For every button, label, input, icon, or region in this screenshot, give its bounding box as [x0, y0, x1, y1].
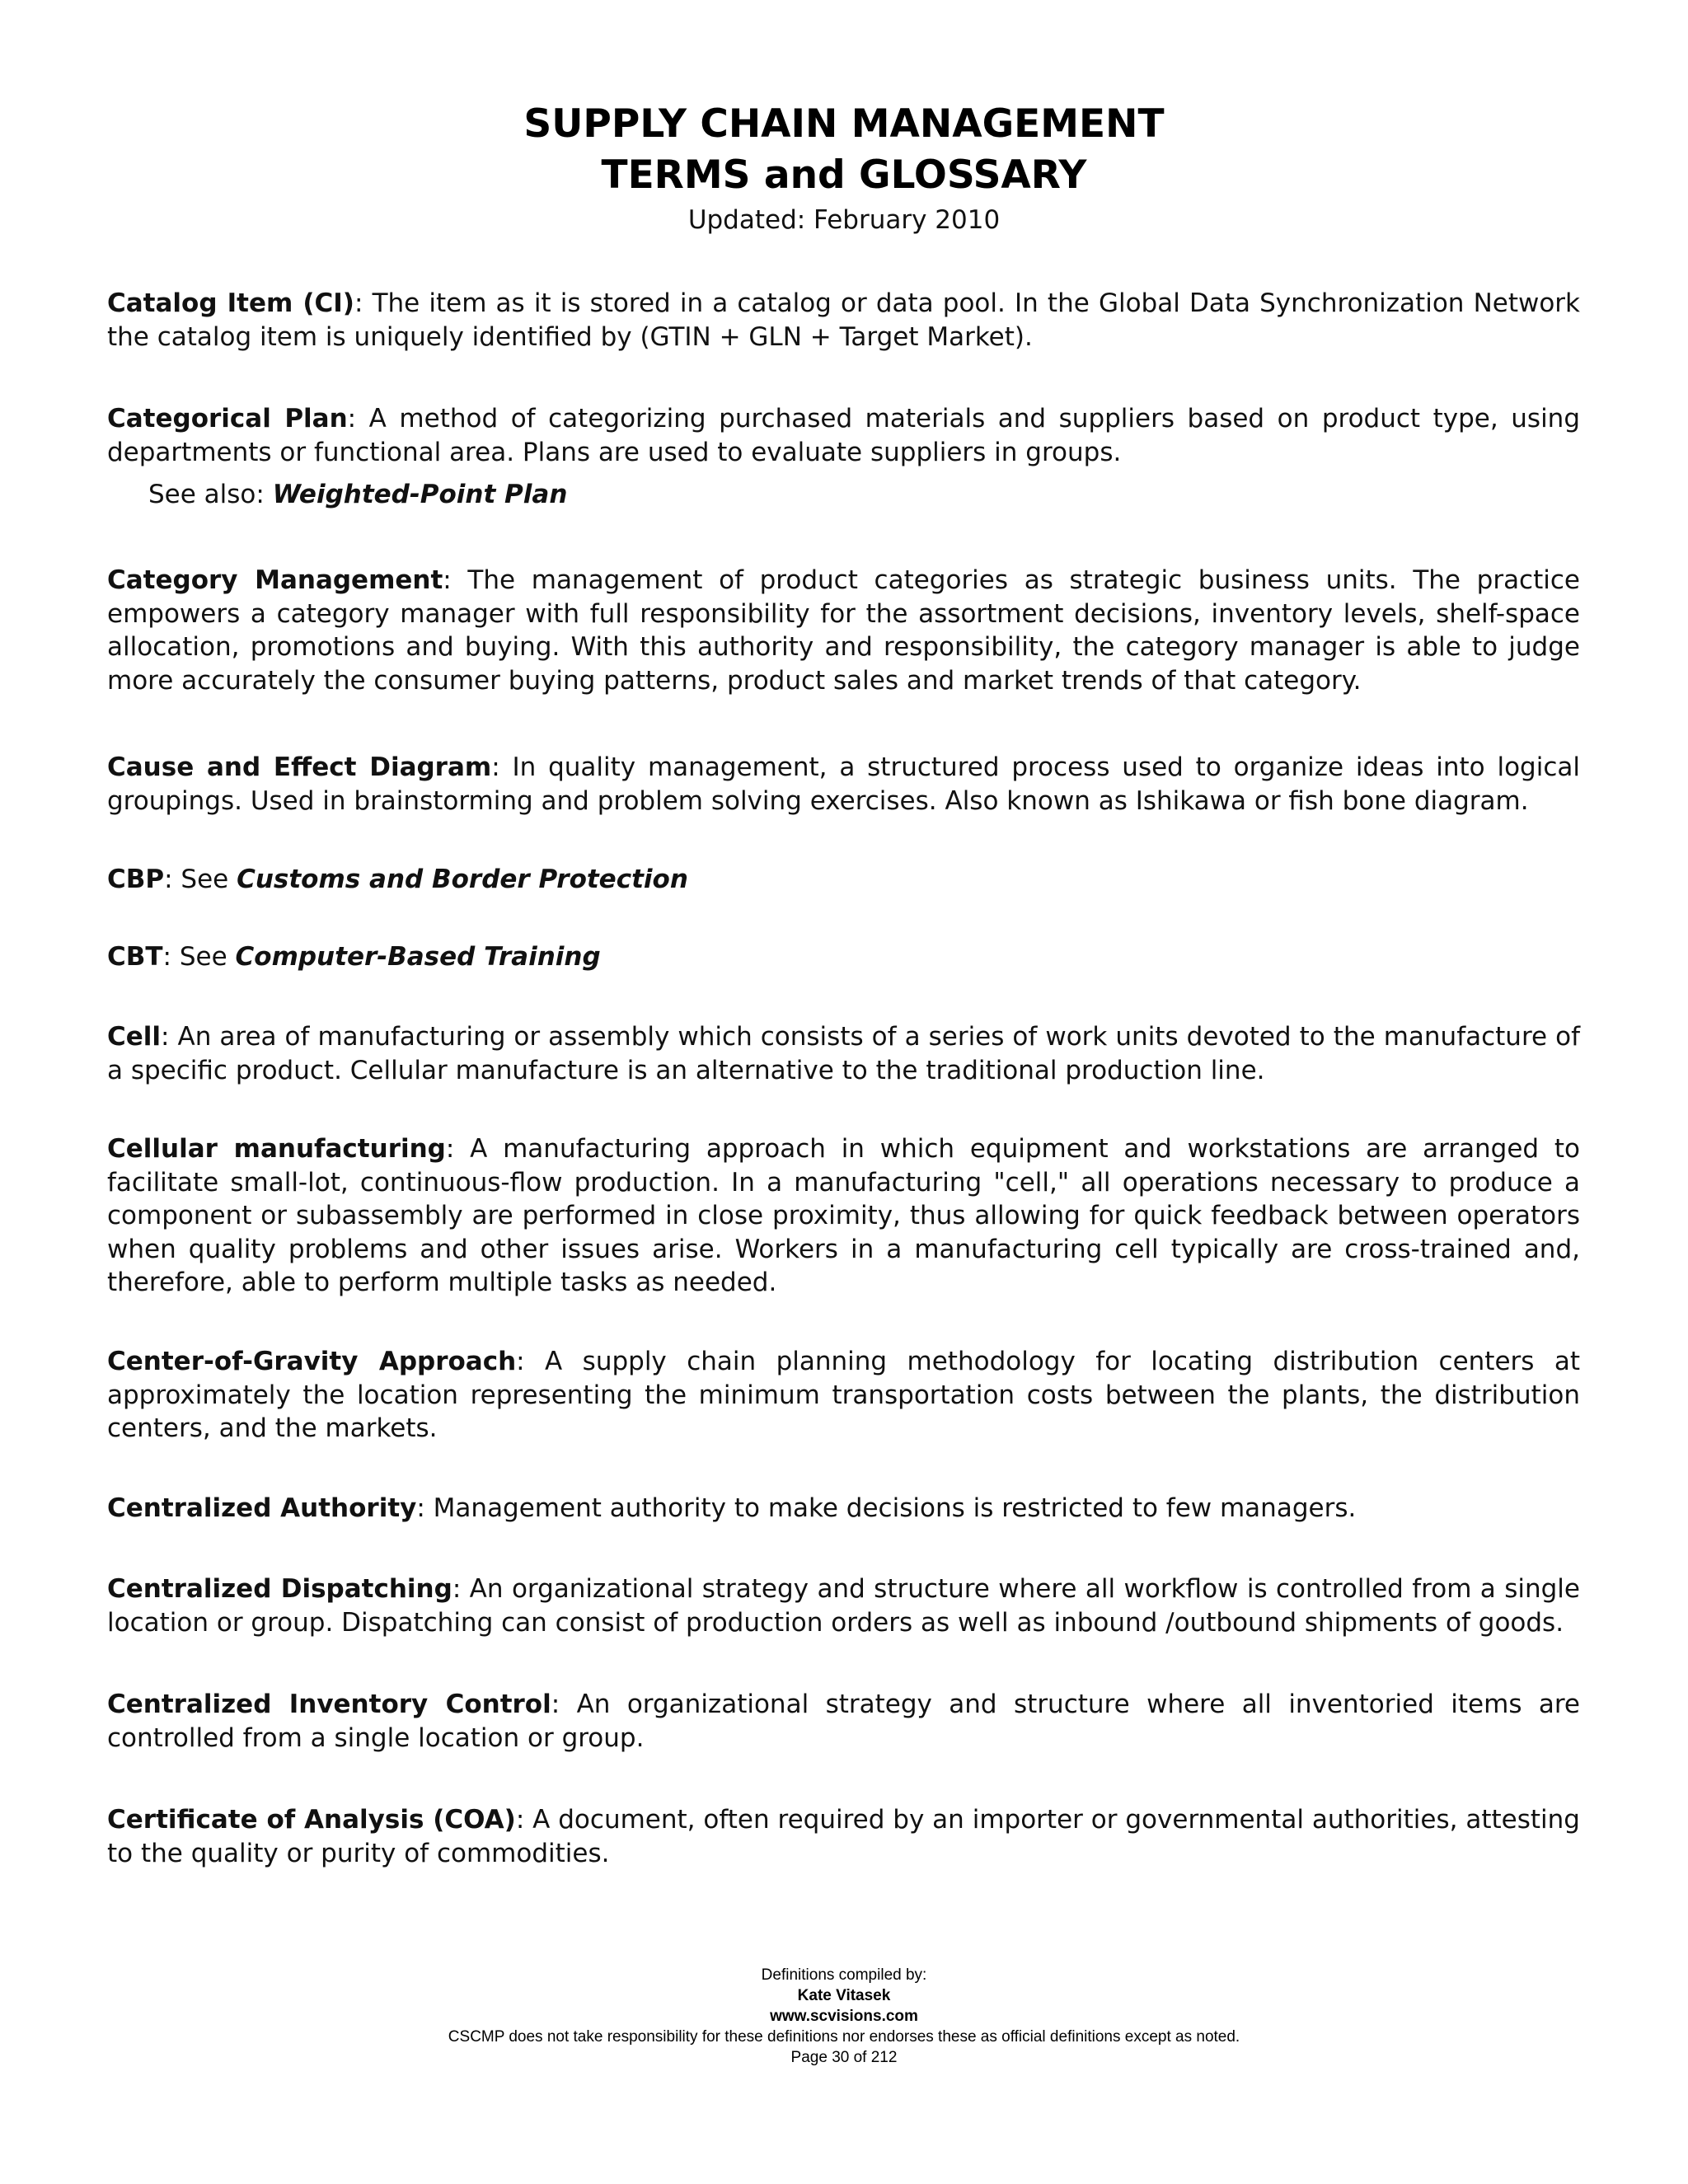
entry-term: Centralized Inventory Control	[107, 1690, 551, 1719]
footer-page-number: Page 30 of 212	[790, 2049, 898, 2066]
glossary-entry-cbt	[107, 940, 1580, 974]
glossary-entry-center-of-gravity-approach	[107, 1345, 1580, 1446]
entry-definition: : An organizational strategy and structure where all workflow is controlled from a single location or group. Dispatching can consist of production orders as well as inbound /outbound shipments of goods.	[107, 1574, 1580, 1638]
entry-term: Center-of-Gravity Approach	[107, 1347, 517, 1376]
entry-definition: : A method of categorizing purchased materials and suppliers based on product type, using departments or functional area. Plans are used to evaluate suppliers in groups.	[107, 404, 1581, 467]
entry-definition: : An organizational strategy and structure where all inventoried items are controlled from a single location or group.	[107, 1690, 1580, 1753]
glossary-entry-centralized-authority	[107, 1492, 1580, 1526]
footer-website: www.scvisions.com	[770, 2008, 918, 2025]
glossary-entry-certificate-of-analysis	[107, 1803, 1580, 1870]
entry-term: Certificate of Analysis (COA)	[107, 1805, 516, 1835]
entry-term: Catalog Item (CI)	[107, 288, 354, 318]
footer-disclaimer: CSCMP does not take responsibility for these definitions nor endorses these as official definitions except as noted.	[448, 2028, 1240, 2046]
entry-term: CBP	[107, 865, 165, 894]
entry-definition: : An area of manufacturing or assembly which consists of a series of work units devoted to the manufacture of a specific product. Cellular manufacture is an alternative to the traditional production line.	[107, 1022, 1580, 1085]
glossary-entry-centralized-inventory-control	[107, 1688, 1580, 1755]
see-also-note	[148, 478, 567, 511]
document-title-line2: TERMS and GLOSSARY	[601, 152, 1087, 198]
footer-compiled-by: Definitions compiled by:	[761, 1966, 927, 1984]
see-also-ref: Weighted-Point Plan	[272, 480, 568, 509]
entry-definition: : A manufacturing approach in which equipment and workstations are arranged to facilitate small-lot, continuous-flow production. In a manufacturing "cell," all operations necessary to produce a component or subassembly are performed in close proximity, thus allowing for quick feedback between operators when quality problems and other issues arise. Workers in a manufacturing cell typically are cross-trained and, therefore, able to perform multiple tasks as needed.	[107, 1134, 1580, 1297]
glossary-entry-cbp	[107, 863, 1580, 897]
updated-date: Updated: February 2010	[687, 205, 1001, 235]
glossary-entry-cellular-manufacturing	[107, 1132, 1580, 1300]
glossary-entry-category-management	[107, 564, 1580, 697]
entry-cross-reference: Computer-Based Training	[235, 942, 601, 972]
glossary-entry-cell	[107, 1020, 1580, 1087]
entry-definition: : The management of product categories as strategic business units. The practice empowers a category manager with full responsibility for the assortment decisions, inventory levels, shelf-space allocation, promotions and buying. With this authority and responsibility, the category manager is able to judge more accurately the consumer buying patterns, product sales and market trends of that category.	[107, 565, 1580, 696]
glossary-entry-catalog-item	[107, 287, 1580, 354]
entry-term: CBT	[107, 942, 163, 972]
entry-definition: : A supply chain planning methodology for locating distribution centers at approximately the location representing the minimum transportation costs between the plants, the distribution centers, and the markets.	[107, 1347, 1581, 1443]
entry-term: Cell	[107, 1022, 162, 1052]
entry-term: Centralized Dispatching	[107, 1574, 452, 1604]
entry-term: Centralized Authority	[107, 1493, 417, 1523]
entry-definition: : A document, often required by an importer or governmental authorities, attesting to the quality or purity of commodities.	[107, 1805, 1580, 1868]
entry-term: Cellular manufacturing	[107, 1134, 446, 1164]
entry-definition: : See	[162, 942, 236, 972]
entry-term: Categorical Plan	[107, 404, 348, 434]
entry-definition: : The item as it is stored in a catalog or data pool. In the Global Data Synchronization Network the catalog item is uniquely identified by (GTIN + GLN + Target Market).	[107, 288, 1581, 352]
glossary-entry-cause-and-effect-diagram	[107, 751, 1580, 818]
see-also-label: See also:	[148, 480, 273, 509]
entry-term: Category Management	[107, 565, 443, 595]
entry-definition: : In quality management, a structured process used to organize ideas into logical groupings. Used in brainstorming and problem solving exercises. Also known as Ishikawa or fish bone diagram.	[107, 752, 1580, 816]
glossary-entry-categorical-plan	[107, 402, 1580, 469]
entry-definition: : Management authority to make decisions is restricted to few managers.	[416, 1493, 1357, 1523]
glossary-entry-centralized-dispatching	[107, 1572, 1580, 1639]
footer-author: Kate Vitasek	[797, 1987, 891, 2004]
page-footer	[0, 1965, 1688, 2068]
entry-term: Cause and Effect Diagram	[107, 752, 492, 782]
entry-cross-reference: Customs and Border Protection	[237, 865, 688, 894]
document-title-line1: SUPPLY CHAIN MANAGEMENT	[523, 101, 1165, 147]
entry-definition: : See	[164, 865, 237, 894]
